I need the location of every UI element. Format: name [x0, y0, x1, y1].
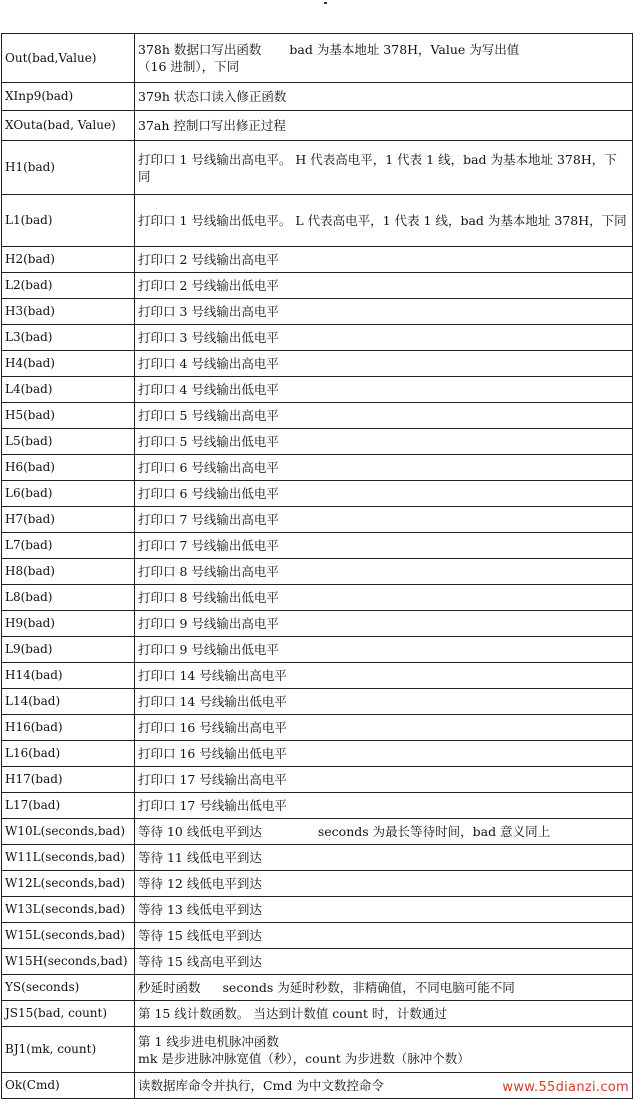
function-description: 等待 12 线低电平到达 — [135, 871, 633, 897]
table-row — [2, 377, 633, 403]
function-name: H2(bad) — [2, 247, 135, 273]
function-name: W13L(seconds,bad) — [2, 897, 135, 923]
function-description: 打印口 5 号线输出低电平 — [135, 429, 633, 455]
function-name: L8(bad) — [2, 585, 135, 611]
function-description: 打印口 17 号线输出低电平 — [135, 793, 633, 819]
table-row — [2, 767, 633, 793]
function-description: 378h 数据口写出函数 bad 为基本地址 378H，Value 为写出值 （16 进制），下同 — [135, 34, 633, 83]
function-name: H9(bad) — [2, 611, 135, 637]
function-name: W11L(seconds,bad) — [2, 845, 135, 871]
function-name: L17(bad) — [2, 793, 135, 819]
function-description: 打印口 17 号线输出高电平 — [135, 767, 633, 793]
function-name: H16(bad) — [2, 715, 135, 741]
table-row — [2, 34, 633, 83]
function-description: 秒延时函数 seconds 为延时秒数，非精确值，不同电脑可能不同 — [135, 975, 633, 1001]
function-description: 读数据库命令并执行，Cmd 为中文数控命令 — [135, 1073, 633, 1099]
function-name: L16(bad) — [2, 741, 135, 767]
function-description: 打印口 2 号线输出高电平 — [135, 247, 633, 273]
table-row — [2, 923, 633, 949]
function-name: L2(bad) — [2, 273, 135, 299]
table-row — [2, 611, 633, 637]
site-watermark: www.55dianzi.com — [502, 1080, 629, 1095]
scan-mark — [324, 2, 327, 4]
function-name: H4(bad) — [2, 351, 135, 377]
function-name: XOuta(bad, Value) — [2, 111, 135, 141]
function-description: 打印口 8 号线输出低电平 — [135, 585, 633, 611]
table-row — [2, 481, 633, 507]
table-row — [2, 507, 633, 533]
table-row — [2, 1027, 633, 1073]
function-name: W15L(seconds,bad) — [2, 923, 135, 949]
function-name: H14(bad) — [2, 663, 135, 689]
function-description: 打印口 7 号线输出高电平 — [135, 507, 633, 533]
function-name: L7(bad) — [2, 533, 135, 559]
function-name: H7(bad) — [2, 507, 135, 533]
table-row — [2, 455, 633, 481]
table-row — [2, 845, 633, 871]
function-name: L3(bad) — [2, 325, 135, 351]
function-name: L5(bad) — [2, 429, 135, 455]
function-description: 打印口 1 号线输出低电平。 L 代表高电平，1 代表 1 线，bad 为基本地址 378H，下同 — [135, 195, 633, 247]
function-name: H3(bad) — [2, 299, 135, 325]
function-description: 等待 10 线低电平到达 seconds 为最长等待时间，bad 意义同上 — [135, 819, 633, 845]
table-row — [2, 351, 633, 377]
function-description: 打印口 2 号线输出低电平 — [135, 273, 633, 299]
function-name: W12L(seconds,bad) — [2, 871, 135, 897]
table-row — [2, 793, 633, 819]
function-name: H5(bad) — [2, 403, 135, 429]
table-row — [2, 663, 633, 689]
table-row — [2, 741, 633, 767]
table-row — [2, 949, 633, 975]
function-name: H17(bad) — [2, 767, 135, 793]
function-name: BJ1(mk, count) — [2, 1027, 135, 1073]
table-row — [2, 871, 633, 897]
function-name: JS15(bad, count) — [2, 1001, 135, 1027]
table-row — [2, 325, 633, 351]
function-name: H1(bad) — [2, 141, 135, 195]
function-name: Out(bad,Value) — [2, 34, 135, 83]
function-description: 打印口 6 号线输出低电平 — [135, 481, 633, 507]
function-description: 等待 11 线低电平到达 — [135, 845, 633, 871]
function-description: 第 1 线步进电机脉冲函数 mk 是步进脉冲脉宽值（秒），count 为步进数（脉冲个数） — [135, 1027, 633, 1073]
function-name: L4(bad) — [2, 377, 135, 403]
function-name: L6(bad) — [2, 481, 135, 507]
table-row — [2, 559, 633, 585]
function-description: 37ah 控制口写出修正过程 — [135, 111, 633, 141]
function-name: XInp9(bad) — [2, 83, 135, 111]
function-name: W15H(seconds,bad) — [2, 949, 135, 975]
function-description: 等待 15 线低电平到达 — [135, 923, 633, 949]
function-description: 打印口 9 号线输出低电平 — [135, 637, 633, 663]
table-row — [2, 897, 633, 923]
function-description: 打印口 3 号线输出高电平 — [135, 299, 633, 325]
table-row — [2, 83, 633, 111]
function-name: L14(bad) — [2, 689, 135, 715]
function-description: 打印口 16 号线输出低电平 — [135, 741, 633, 767]
table-row — [2, 195, 633, 247]
table-row — [2, 429, 633, 455]
function-name: H8(bad) — [2, 559, 135, 585]
table-row — [2, 141, 633, 195]
function-description: 打印口 6 号线输出高电平 — [135, 455, 633, 481]
table-row — [2, 247, 633, 273]
table-row — [2, 689, 633, 715]
function-description: 打印口 7 号线输出低电平 — [135, 533, 633, 559]
function-description: 打印口 8 号线输出高电平 — [135, 559, 633, 585]
table-row — [2, 299, 633, 325]
table-row — [2, 1001, 633, 1027]
table-row — [2, 715, 633, 741]
function-description: 打印口 4 号线输出低电平 — [135, 377, 633, 403]
function-description: 第 15 线计数函数。 当达到计数值 count 时，计数通过 — [135, 1001, 633, 1027]
function-description: 打印口 3 号线输出低电平 — [135, 325, 633, 351]
function-description: 打印口 14 号线输出高电平 — [135, 663, 633, 689]
function-description: 379h 状态口读入修正函数 — [135, 83, 633, 111]
function-description: 打印口 14 号线输出低电平 — [135, 689, 633, 715]
function-description: 打印口 5 号线输出高电平 — [135, 403, 633, 429]
table-row — [2, 403, 633, 429]
table-row — [2, 585, 633, 611]
table-row — [2, 273, 633, 299]
function-description: 等待 13 线低电平到达 — [135, 897, 633, 923]
function-description: 打印口 1 号线输出高电平。 H 代表高电平，1 代表 1 线，bad 为基本地址 378H，下同 — [135, 141, 633, 195]
function-name: H6(bad) — [2, 455, 135, 481]
function-name: Ok(Cmd) — [2, 1073, 135, 1099]
function-name: L9(bad) — [2, 637, 135, 663]
function-table — [1, 33, 633, 1099]
function-name: W10L(seconds,bad) — [2, 819, 135, 845]
function-description: 等待 15 线高电平到达 — [135, 949, 633, 975]
table-row — [2, 975, 633, 1001]
table-row — [2, 637, 633, 663]
function-description: 打印口 4 号线输出高电平 — [135, 351, 633, 377]
table-row — [2, 819, 633, 845]
function-name: YS(seconds) — [2, 975, 135, 1001]
table-row — [2, 533, 633, 559]
table-row — [2, 111, 633, 141]
function-description: 打印口 9 号线输出高电平 — [135, 611, 633, 637]
function-description: 打印口 16 号线输出高电平 — [135, 715, 633, 741]
function-name: L1(bad) — [2, 195, 135, 247]
